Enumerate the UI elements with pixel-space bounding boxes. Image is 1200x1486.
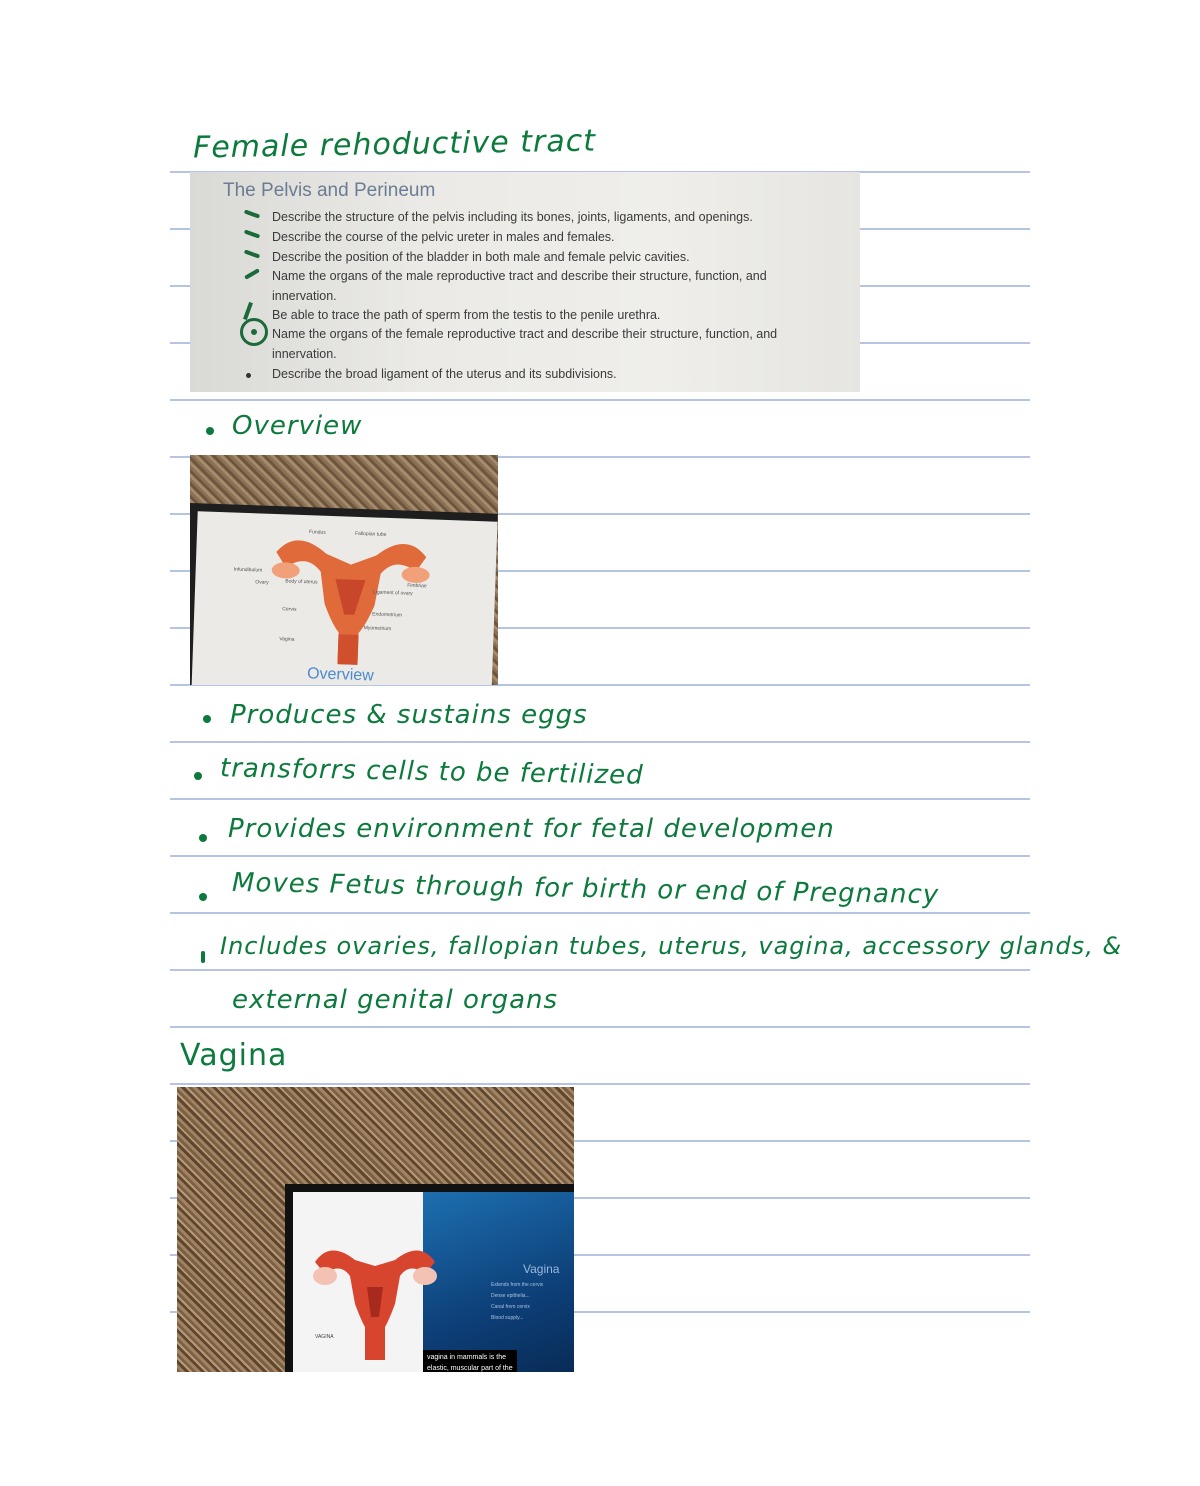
circled-dot-icon [240,318,268,346]
slide-heading: Overview [306,665,375,685]
bullet-icon [194,772,202,780]
note-title: Female rehoductive tract [192,123,597,166]
laptop-screen [285,1184,574,1372]
note-bullet: Moves Fetus through for birth or end of Pregnancy [231,867,940,911]
caption-line: vagina in mammals is the [427,1354,506,1361]
slide-photo-objectives [190,172,860,392]
diagram-label: Myometrium [363,625,392,633]
note-bullet: Includes ovaries, fallopian tubes, uterus, vagina, accessory glands, & [220,932,1123,960]
diagram-label: Infundibulum [233,566,263,574]
check-mark-icon [244,249,260,258]
slide-photo-overview [190,455,498,685]
bullet-icon [199,834,207,842]
diagram-label: VAGINA [315,1334,334,1340]
diagram-label: Ovary [255,579,269,586]
bullet-icon [206,427,214,435]
diagram-label: Body of uterus [285,578,318,586]
bullet-icon [201,951,205,963]
objective-item: innervation. [272,347,337,361]
objective-item: Describe the position of the bladder in both male and female pelvic cavities. [272,250,690,264]
check-mark-icon [244,229,260,238]
rule-line [170,969,1030,971]
bullet-icon [203,715,211,723]
slide-title: The Pelvis and Perineum [223,180,436,201]
section-heading-overview: Overview [232,411,363,441]
slide-heading: Vagina [523,1262,560,1276]
rule-line [170,741,1030,743]
bullet-icon [246,373,251,378]
objective-item: Be able to trace the path of sperm from the testis to the penile urethra. [272,308,661,322]
rule-line [170,1026,1030,1028]
note-bullet: Produces & sustains eggs [230,700,588,730]
bullet-icon [199,893,207,901]
slide-point: Dense epithelia... [491,1293,530,1299]
caption-line: elastic, muscular part of the [427,1365,513,1372]
slide-point: Canal from cervix [491,1304,530,1310]
note-bullet-continued: external genital organs [232,985,559,1015]
diagram-label: Fundus [308,529,326,536]
rule-line [170,399,1030,401]
objective-item: Describe the structure of the pelvis including its bones, joints, ligaments, and openings. [272,210,753,224]
slide-point: Blood supply... [491,1315,524,1321]
objective-item: Describe the course of the pelvic ureter in males and females. [272,230,615,244]
diagram-label: Cervix [282,606,297,613]
laptop-screen [190,503,498,685]
rule-line [170,912,1030,914]
slide-photo-vagina [177,1087,574,1372]
objective-item: Name the organs of the female reproductive tract and describe their structure, function, and [272,327,778,341]
note-bullet: transforrs cells to be fertilized [219,753,644,791]
diagram-label: Fimbriae [407,582,427,590]
uterus-diagram-icon [253,521,448,668]
rule-line [170,855,1030,857]
diagram-label: Fallopian tube [354,530,387,538]
rule-line [170,1083,1030,1085]
check-mark-icon [244,268,260,279]
rule-line [170,798,1030,800]
slide-point: Extends from the cervix [491,1282,544,1288]
note-bullet: Provides environment for fetal developmen [228,814,835,844]
diagram-label: Ligament of ovary [372,589,413,597]
section-heading-vagina: Vagina [180,1038,288,1073]
diagram-label: Endometrium [372,611,403,619]
objective-item: Name the organs of the male reproductive tract and describe their structure, function, and [272,269,767,283]
check-mark-icon [244,209,260,218]
objective-item: innervation. [272,289,337,303]
video-caption [423,1350,517,1372]
objective-item: Describe the broad ligament of the uterus and its subdivisions. [272,367,617,381]
uterus-diagram-icon [305,1232,445,1362]
diagram-label: Vagina [279,636,295,643]
